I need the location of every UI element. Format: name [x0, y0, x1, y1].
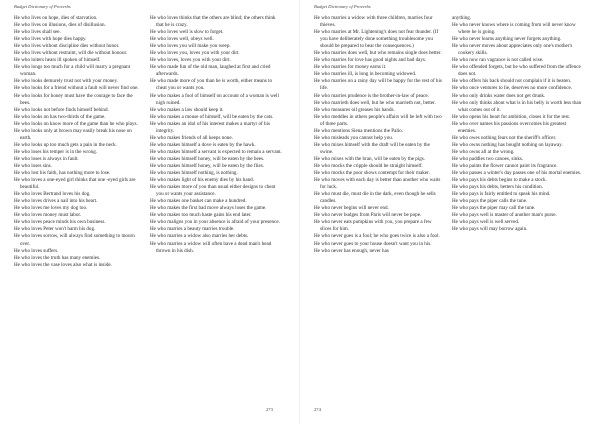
proverb-entry: He who looks for honey must have the courage to face the bees.	[14, 92, 133, 106]
proverb-entry: He who loves Bertrand loves his dog.	[14, 191, 91, 198]
proverb-entry: He who looks only at brown may easily break his nose on earth.	[14, 127, 132, 141]
proverb-entry: He who moves with each day is better than another who waits for luck.	[314, 177, 441, 191]
proverb-entry: He who never knows where is coming from will never know where he is going.	[452, 22, 576, 36]
proverb-entry: He who lives shall see.	[14, 29, 61, 36]
proverb-entry: He who loves Peter won't harm his dog.	[14, 226, 96, 233]
proverb-entry: He who makes friends of all keeps none.	[150, 134, 233, 141]
proverb-entry: He who loves well, obeys well.	[150, 36, 214, 43]
proverb-entry: He who never moves about appreciates only one's mother's cookery skills.	[452, 43, 573, 57]
proverb-entry: anything.	[452, 15, 472, 21]
proverb-entry: He who makes a fool of himself on account of a woman is well nigh ruined.	[150, 92, 279, 106]
proverb-entry: He who loiters hears ill spoken of himself.	[14, 57, 101, 64]
page-number-left: 273	[266, 407, 273, 412]
proverb-entry: He who mocks the cripple should be straight himself.	[314, 162, 423, 169]
proverb-entry: He who never learns anything never forgets anything.	[452, 36, 562, 43]
proverb-entry: He who loves the truth has many enemies.	[14, 254, 101, 261]
proverb-entry: He who now ran vagrance is not called wise.	[452, 57, 544, 64]
proverb-entry: He who offended forgets, but he who suffered from the offence does not.	[452, 64, 581, 78]
proverb-entry: He who lives with hope dies happy.	[14, 36, 87, 43]
right-page	[300, 0, 600, 424]
proverb-entry: He who owns all at the wrong.	[452, 148, 515, 155]
proverb-entry: He who lives on hope, dies of starvation.	[14, 15, 98, 21]
proverb-entry: He who pays the piper may call the tune.	[452, 205, 536, 212]
proverb-entry: He who marrieth does well, but he who marrieth not, better.	[314, 99, 436, 106]
proverb-entry: He who loves thinks that the others are blind; the others think that he is crazy.	[150, 15, 276, 29]
proverb-entry: He who makes too much haste gains his end later.	[150, 212, 252, 219]
proverb-entry: He who passes a winter's day passes one of his mortal enemies.	[452, 170, 582, 177]
proverb-entry: He who marries a beauty marries trouble.	[150, 226, 235, 233]
proverb-entry: He who makes one basket can make a hundred.	[150, 198, 247, 205]
proverb-entry: He who meddles in others people's affairs will be left with two of three parts.	[314, 113, 442, 127]
proverb-entry: He who never goes is a fool; he who goes twice is also a fool.	[314, 233, 440, 240]
proverb-entry: He who misleads you cannot help you.	[314, 134, 394, 141]
proverb-entry: He who mentions Siena mentions the Palio.	[314, 127, 403, 134]
proverb-entry: He who marries prudence is the brother-in-law of peace.	[314, 92, 429, 99]
proverb-entry: He who paddles two canoes, sinks.	[452, 155, 524, 162]
proverb-entry: He who measures oil greases his hands.	[314, 106, 395, 113]
proverb-entry: He who makes a mouse of himself, will be eaten by the cats.	[150, 113, 274, 120]
proverb-entry: He who owns nothing has bought nothing on layaway.	[452, 141, 563, 148]
proverb-entry: He who must die, must die in the dark, even though he sells candles.	[314, 191, 436, 205]
proverb-entry: He who over names his passions overcomes his greatest enemies.	[452, 120, 567, 134]
proverb-entry: He who loves well is slow to forget.	[150, 29, 224, 36]
proverb-entry: He who offers his back should not complain if it is beaten.	[452, 78, 572, 85]
proverb-entry: He who marries ill, is long in becoming widowed.	[314, 71, 417, 78]
proverb-entry: He who loves you, loves you with your dirt.	[150, 50, 240, 57]
proverb-entry: He who lives without discipline dies without honor.	[14, 43, 120, 50]
proverb-entry: He who loves you will make you weep.	[150, 43, 231, 50]
proverb-entry: He who mocks the poor shows contempt for their maker.	[314, 170, 430, 177]
proverb-entry: He who owes nothing fears not the sheriff's officer.	[452, 134, 557, 141]
proverb-entry: He who makes more of you than usual either designs to cheat you or wants your assistance.	[150, 184, 276, 198]
proverb-entry: He who loses is always in fault.	[14, 155, 79, 162]
proverb-entry: He who only drinks water does not get drunk.	[452, 92, 546, 99]
proverb-entry: He who marries on a rainy day will be happy for the rest of his life.	[314, 78, 442, 92]
proverb-entry: He who once ventures to lie, deserves no more confidence.	[452, 85, 573, 92]
proverb-entry: He who makes himself nothing, is nothing.	[150, 170, 238, 177]
proverb-entry: He who marries a widow also marries her debts.	[150, 233, 249, 240]
proverb-entry: He who makes himself a servant is expected to remain a servant.	[150, 148, 282, 155]
proverb-entry: He who makes himself honey, will be eaten by the flies.	[150, 162, 264, 169]
proverb-entry: He who loses sins.	[14, 162, 52, 169]
proverb-entry: He who looks up too much gets a pain in the neck.	[14, 141, 117, 148]
proverb-entry: He who never budges from Paris will never be pope.	[314, 212, 422, 219]
proverb-entry: He who longs too much for a child will marry a pregnant woman.	[14, 64, 131, 78]
page-number-right: 274	[314, 407, 321, 412]
proverb-entry: He who pays his debts, betters his condition.	[452, 184, 543, 191]
proverb-entry: He who looks on know more of the game than he who plays.	[14, 120, 138, 127]
proverb-entry: He who loses his temper is in the wrong.	[14, 148, 98, 155]
proverb-entry: He who pays well is master of another man's purse.	[452, 212, 557, 219]
proverb-entry: He who opens his heart for ambition, closes it for the rest.	[452, 113, 571, 120]
left-page-column-2	[150, 15, 282, 255]
proverb-entry: He who marries for money earns it.	[314, 64, 387, 71]
proverb-entry: He who marries a widow will often have a dead man's head thrown in his dish.	[150, 240, 272, 254]
proverb-entry: He who loves money must labor.	[14, 212, 82, 219]
proverb-entry: He who loves, loves you with your dirt.	[150, 57, 231, 64]
proverb-entry: He who looks not before finds himself behind.	[14, 106, 109, 113]
proverb-entry: He who makes a law should keep it.	[150, 106, 224, 113]
proverb-entry: He who never begins will never end.	[314, 205, 389, 212]
proverb-entry: He who loves the vase loves also what is inside.	[14, 261, 112, 268]
proverb-entry: He who mixes with the bran, will be eaten by the pigs.	[314, 155, 426, 162]
proverb-entry: He who makes an idol of his interest makes a martyr of his integrity.	[150, 120, 270, 134]
proverb-entry: He who loves suffers.	[14, 247, 59, 254]
proverb-entry: He who made fun of the old man, laughed at first and cried afterwards.	[150, 64, 271, 78]
left-page-column-1	[14, 15, 142, 269]
proverb-entry: He who loves a one-eyed girl thinks that one -eyed girls are beautiful.	[14, 177, 136, 191]
proverb-entry: He who never goes to your house doesn't want you in his.	[314, 240, 432, 247]
proverb-entry: He who loves me loves my dog too.	[14, 205, 88, 212]
proverb-entry: He who makes himself a dove is eaten by the hawk.	[150, 141, 256, 148]
proverb-entry: He who marries at Mr. Lightening's does not fear thunder. (If you have deliberately done something troublesome you should be prepared to bear the consequences.)	[314, 29, 439, 50]
proverb-entry: He who makes light of his enemy dies by his hand.	[150, 177, 254, 184]
proverb-entry: He who marries for love has good nights and bad days.	[314, 57, 427, 64]
proverb-entry: He who loves drives a nail into his heart.	[14, 198, 98, 205]
proverb-entry: He who never eats pumpkins with you, you prepare a few slices for him.	[314, 219, 432, 233]
proverb-entry: He who pays the piper calls the tune.	[452, 198, 528, 205]
proverb-entry: He who marries does well, but who remains single does better.	[314, 50, 442, 57]
proverb-entry: He who marries a widow with three children, marries four thieves.	[314, 15, 433, 29]
right-page-column-2	[452, 15, 584, 233]
proverb-entry: He who lives on illusions, dies of disillusion.	[14, 22, 106, 29]
proverb-entry: He who only thinks about what is in his belly is worth less than what comes out of it.	[452, 99, 582, 113]
proverb-entry: He who made more of you than he is worth, either means to cheat you or wants you.	[150, 78, 273, 92]
proverb-entry: He who never has enough, never has	[314, 247, 389, 254]
proverb-entry: He who makes the first bad move always loses the game.	[150, 205, 267, 212]
right-page-column-1	[314, 15, 444, 255]
proverb-entry: He who maligns you in your absence is afraid of your presence.	[150, 219, 280, 226]
proverb-entry: He who paints the flower cannot paint its fragrance.	[452, 162, 558, 169]
proverb-entry: He who pays well is well served.	[452, 219, 520, 226]
proverb-entry: He who looks on has two-thirds of the game.	[14, 113, 106, 120]
proverb-entry: He who pays his debts begins to make a stock.	[452, 177, 547, 184]
proverb-entry: He who mixes himself with the draft will be eaten by the swine.	[314, 141, 430, 155]
proverb-entry: He who loves peace minds his own business.	[14, 219, 106, 226]
proverb-entry: He who lost his faith, has nothing more to lose.	[14, 170, 111, 177]
running-head-right: Budget Dictionary of Proverbs	[314, 4, 371, 9]
proverb-entry: He who pays is fairly entitled to speak his mind.	[452, 191, 551, 198]
proverb-entry: He who pays will may borrow again.	[452, 226, 528, 233]
proverb-entry: He who looks for a friend without a fault will never find one.	[14, 85, 139, 92]
running-head-left: Budget Dictionary of Proverbs	[14, 4, 71, 9]
proverb-entry: He who loves sorrow, will always find something to mourn over.	[14, 233, 135, 247]
proverb-entry: He who lives without restraint, will die without honour.	[14, 50, 128, 57]
proverb-entry: He who makes himself honey, will be eaten by the bees.	[150, 155, 265, 162]
proverb-entry: He who looks demurely trust not with your money.	[14, 78, 118, 85]
